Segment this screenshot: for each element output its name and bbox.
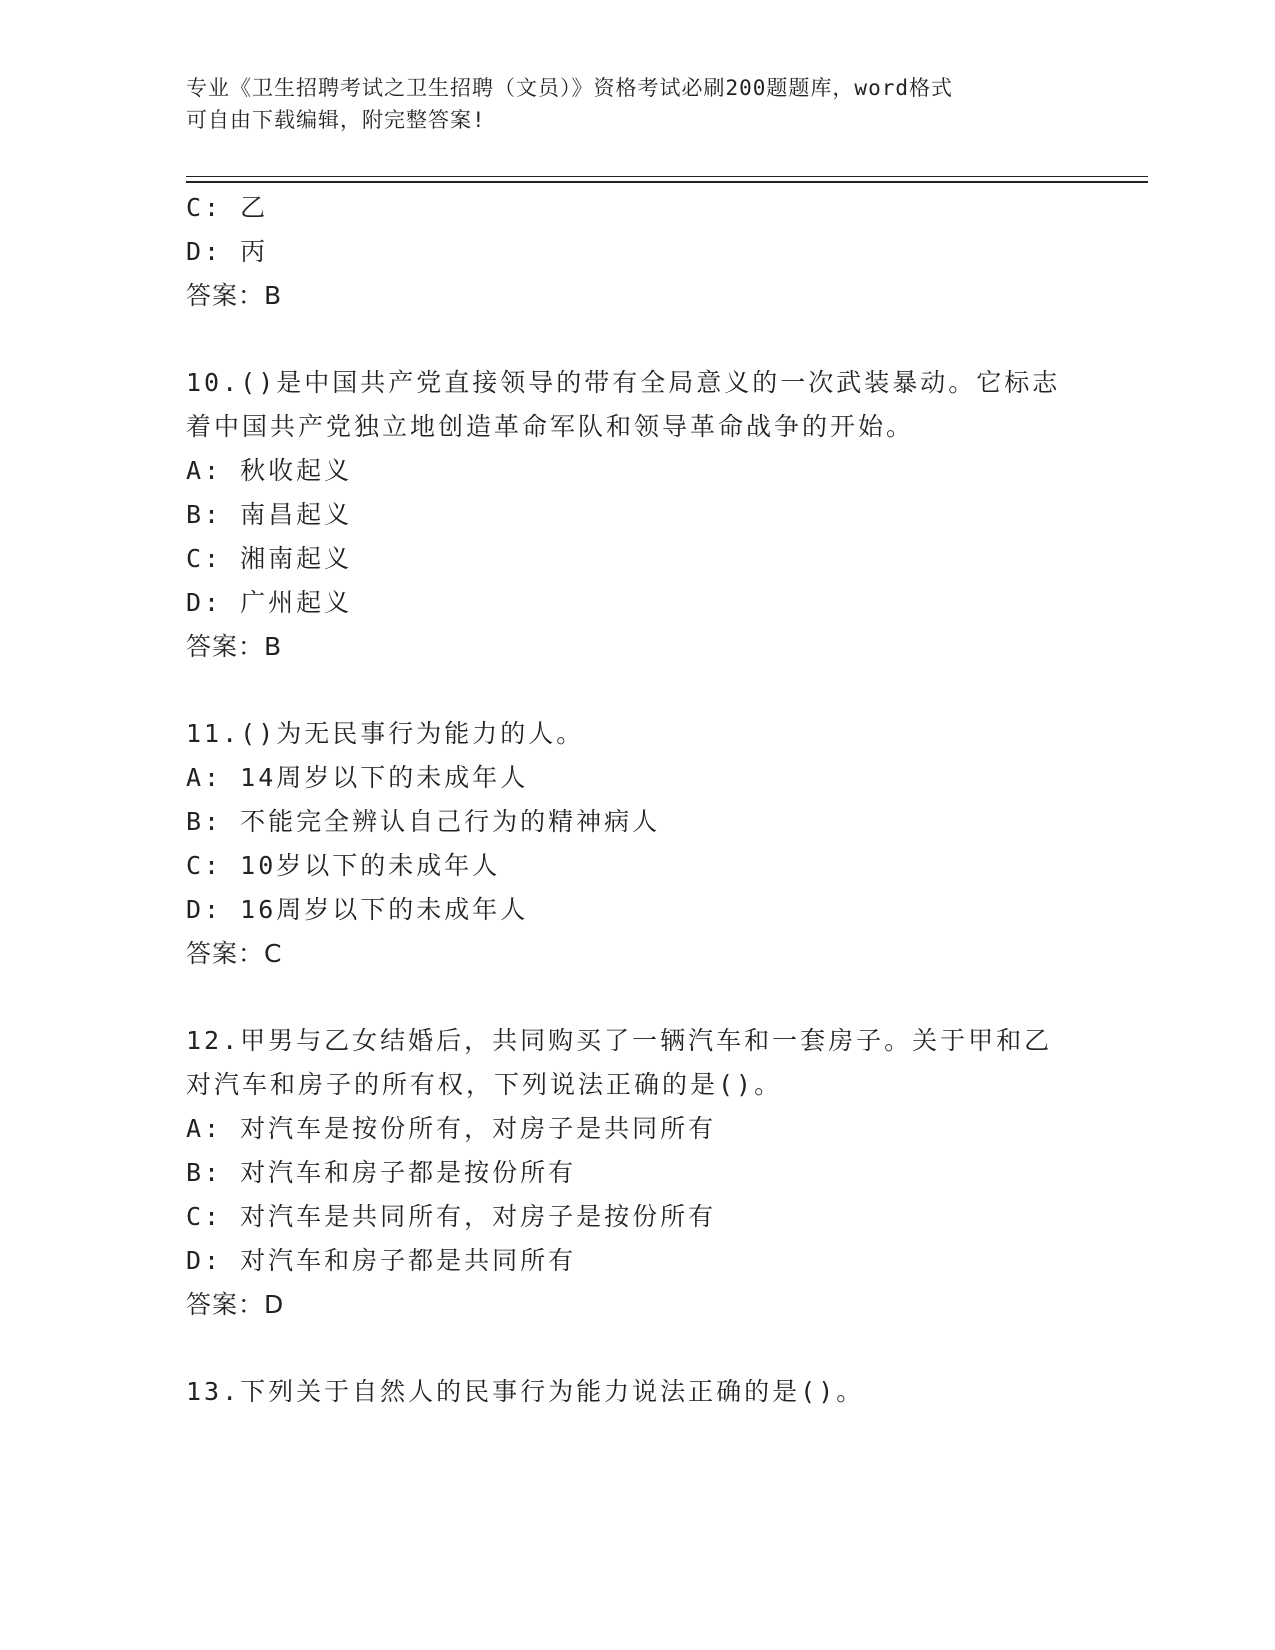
- q12-option-a: A: 对汽车是按份所有，对房子是共同所有: [186, 1114, 717, 1143]
- q10-option-b: B: 南昌起义: [186, 500, 353, 529]
- q10-stem-line-1: 10.()是中国共产党直接领导的带有全局意义的一次武装暴动。它标志: [186, 368, 1061, 397]
- q11-option-c: C: 10岁以下的未成年人: [186, 851, 501, 880]
- q11-answer: 答案：C: [186, 939, 283, 968]
- q9-answer: 答案：B: [186, 281, 283, 310]
- q12-option-b: B: 对汽车和房子都是按份所有: [186, 1158, 577, 1187]
- q10-option-c: C: 湘南起义: [186, 544, 353, 573]
- q10-option-d: D: 广州起义: [186, 588, 353, 617]
- q12-stem-line-1: 12.甲男与乙女结婚后，共同购买了一辆汽车和一套房子。关于甲和乙: [186, 1026, 1053, 1055]
- q12-answer: 答案：D: [186, 1290, 285, 1319]
- q9-option-c: C: 乙: [186, 193, 269, 222]
- header-line-2: 可自由下载编辑，附完整答案!: [186, 108, 486, 132]
- q10-stem-line-2: 着中国共产党独立地创造革命军队和领导革命战争的开始。: [186, 412, 915, 441]
- q10-option-a: A: 秋收起义: [186, 456, 353, 485]
- q9-option-d: D: 丙: [186, 237, 269, 266]
- q11-option-d: D: 16周岁以下的未成年人: [186, 895, 529, 924]
- q11-option-b: B: 不能完全辨认自己行为的精神病人: [186, 807, 661, 836]
- q10-answer: 答案：B: [186, 632, 283, 661]
- header-rule-thin: [186, 176, 1148, 177]
- q12-stem-line-2: 对汽车和房子的所有权，下列说法正确的是()。: [186, 1070, 783, 1099]
- q13-stem-line-1: 13.下列关于自然人的民事行为能力说法正确的是()。: [186, 1377, 865, 1406]
- q11-stem-line-1: 11.()为无民事行为能力的人。: [186, 719, 585, 748]
- q12-option-c: C: 对汽车是共同所有，对房子是按份所有: [186, 1202, 717, 1231]
- q11-option-a: A: 14周岁以下的未成年人: [186, 763, 529, 792]
- header-line-1: 专业《卫生招聘考试之卫生招聘（文员）》资格考试必刷200题题库，word格式: [186, 76, 953, 100]
- document-header: [186, 72, 1066, 136]
- q12-option-d: D: 对汽车和房子都是共同所有: [186, 1246, 577, 1275]
- header-rule-thick: [186, 181, 1148, 183]
